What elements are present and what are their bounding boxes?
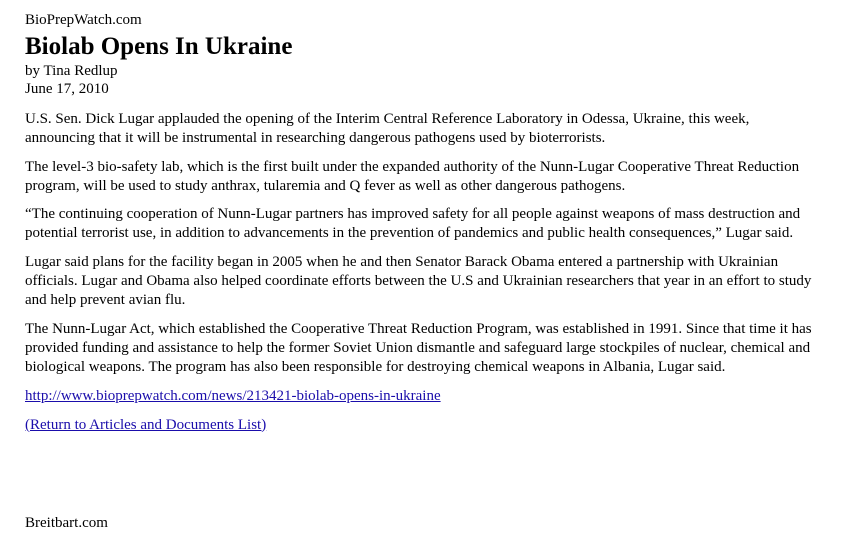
article-body [25,110,815,445]
paragraph-3: “The continuing cooperation of Nunn-Lugar partners has improved safety for all people against weapons of mass destruction and potential terrorist use, in addition to advancements in the prevention of pandemics and public health consequences,” Lugar said. [25,206,801,242]
article-title: Biolab Opens In Ukraine [25,33,293,60]
article-byline: by Tina Redlup [25,63,118,79]
article-date: June 17, 2010 [25,81,109,97]
next-source-label: Breitbart.com [25,515,108,531]
article-link-row [25,387,815,406]
return-link-row [25,416,815,435]
source-label: BioPrepWatch.com [25,12,142,28]
paragraph-4: Lugar said plans for the facility began in 2005 when he and then Senator Barack Obama entered a partnership with Ukrainian officials. Lugar and Obama also helped coordinate efforts between the U.S and Ukrainian researchers that year in an effort to study and help prevent avian flu. [25,253,812,309]
paragraph-1: U.S. Sen. Dick Lugar applauded the opening of the Interim Central Reference Laboratory in Odessa, Ukraine, this week, announcing that it will be instrumental in researching dangerous pathogens used by bioterrorists. [25,111,750,147]
paragraph-5: The Nunn-Lugar Act, which established the Cooperative Threat Reduction Program, was established in 1991. Since that time it has provided funding and assistance to help the former Soviet Union dismantle and safeguard large stockpiles of nuclear, chemical and biological weapons. The program has also been responsible for destroying chemical weapons in Albania, Lugar said. [25,320,812,376]
paragraph-2: The level-3 bio-safety lab, which is the first built under the expanded authority of the Nunn-Lugar Cooperative Threat Reduction program, will be used to study anthrax, tularemia and Q fever as well as other dangerous pathogens. [25,158,800,194]
article-url-link[interactable]: http://www.bioprepwatch.com/news/213421-biolab-opens-in-ukraine [25,387,441,404]
return-to-list-link[interactable]: (Return to Articles and Documents List) [25,416,267,433]
